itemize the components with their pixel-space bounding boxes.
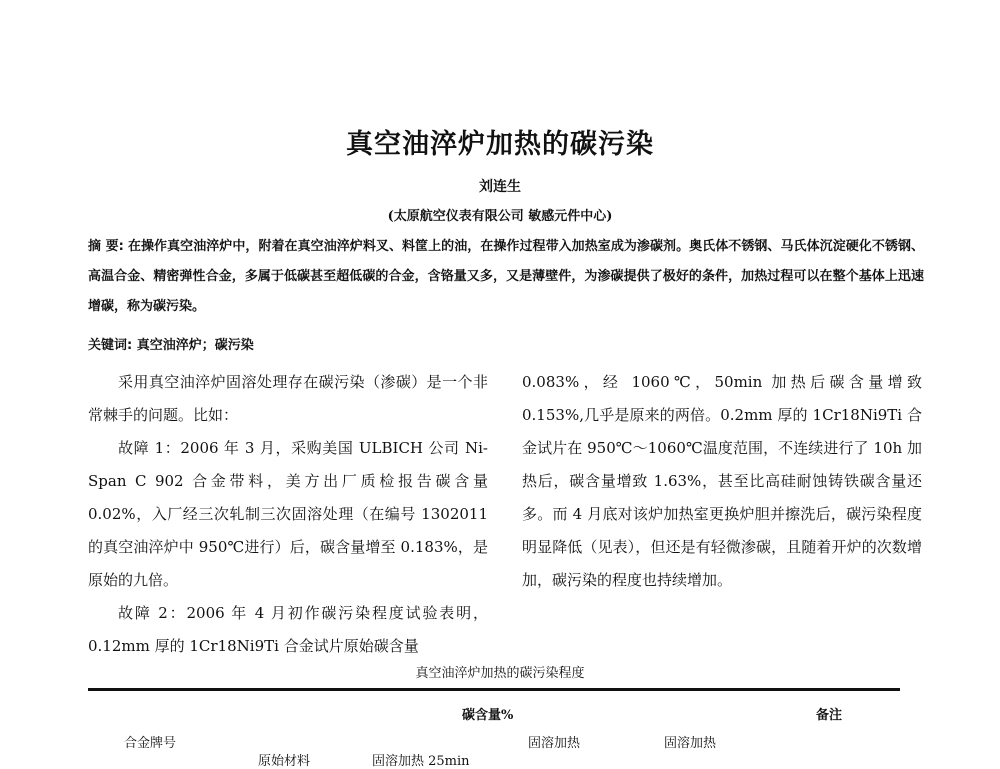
body-column-left [88,366,488,663]
table-header-carbon-content: 碳含量% [462,708,514,723]
author-name: 刘连生 [479,179,521,195]
table-header-remark: 备注 [816,708,843,723]
keywords [88,334,924,353]
table-header-solution-heat-a: 固溶加热 [528,736,581,751]
keywords-text: 真空油淬炉；碳污染 [136,338,254,353]
keywords-label: 关键词: [88,338,133,353]
table-header-alloy-grade: 合金牌号 [124,736,177,751]
abstract-label: 摘 要: [88,239,124,254]
abstract-text: 在操作真空油淬炉中，附着在真空油淬炉料叉、料筐上的油，在操作过程带入加热室成为渗碳剂。奥氏体不锈钢、马氏体沉淀硬化不锈钢、高温合金、精密弹性合金，多属于低碳甚至超低碳的合金，含铬量又多，又是薄壁件，为渗碳提供了极好的条件，加热过程可以在整个基体上迅速增碳，称为碳污染。 [88,239,924,314]
abstract [88,232,924,322]
body-paragraph: 0.083%，经 1060℃，50min 加热后碳含量增致 0.153%,几乎是原来的两倍。0.2mm 厚的 1Cr18Ni9Ti 合金试片在 950℃～1060℃温度范围，不连续进行了 10h 加热后，碳含量增致 1.63%，甚至比高硅耐蚀铸铁碳含量还多。而 4 月底对该炉加热室更换炉胆并擦洗后，碳污染程度明显降低（见表），但还是有轻微渗碳，且随着开炉的次数增加，碳污染的程度也持续增加。 [522,373,922,589]
table-caption: 真空油淬炉加热的碳污染程度 [415,666,585,681]
table-header-solution-heat-b: 固溶加热 [664,736,717,751]
paper-title: 真空油淬炉加热的碳污染 [346,129,654,160]
author-affiliation: (太原航空仪表有限公司 敏感元件中心) [387,209,613,224]
table-header-solution-heat-25: 固溶加热 25min [372,754,470,769]
body-column-right [522,366,922,597]
body-paragraph: 故障 1：2006 年 3 月，采购美国 ULBICH 公司 Ni-Span C 902 合金带料，美方出厂质检报告碳含量 0.02%，入厂经三次轧制三次固溶处理（在编号 1302011 的真空油淬炉中 950℃进行）后，碳含量增至 0.183%，是原始的九倍。 [88,439,488,589]
body-paragraph: 故障 2：2006 年 4 月初作碳污染程度试验表明，0.12mm 厚的 1Cr18Ni9Ti 合金试片原始碳含量 [88,604,488,655]
body-paragraph: 采用真空油淬炉固溶处理存在碳污染（渗碳）是一个非常棘手的问题。比如： [88,373,488,424]
table-top-rule [88,688,900,691]
table-header-original-material: 原始材料 [258,754,311,769]
